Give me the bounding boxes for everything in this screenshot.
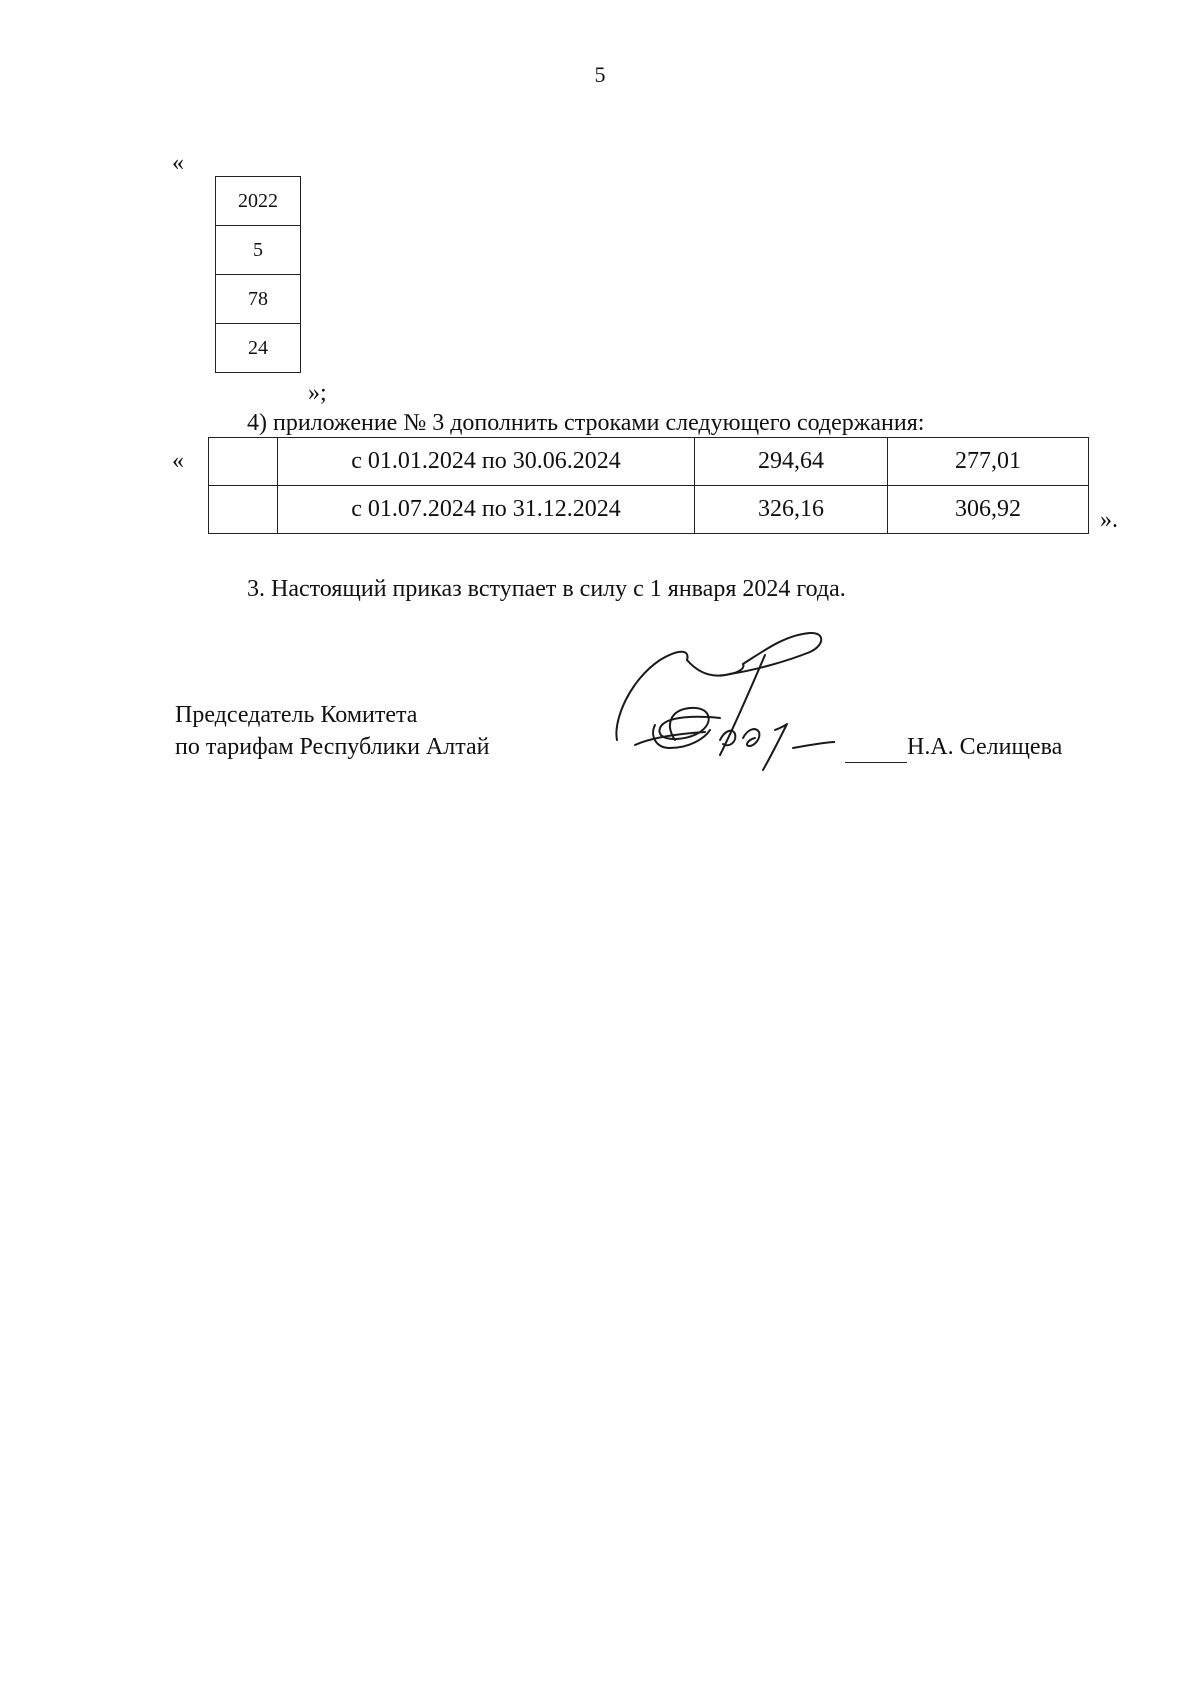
table-cell-period: с 01.07.2024 по 31.12.2024: [278, 486, 695, 534]
table-row: [216, 177, 301, 226]
table-cell: 24: [216, 324, 301, 373]
table-cell-blank: [209, 486, 278, 534]
table-cell: 5: [216, 226, 301, 275]
numbers-column-table: [215, 176, 301, 373]
rates-table: [208, 437, 1089, 534]
opening-quote-2: «: [172, 448, 184, 474]
signatory-position-line-2: по тарифам Республики Алтай: [175, 734, 490, 760]
closing-quote-1: »;: [308, 380, 327, 406]
table-row: [216, 275, 301, 324]
table-row: [209, 486, 1089, 534]
page-number: 5: [594, 62, 606, 87]
closing-quote-2: ».: [1100, 507, 1118, 533]
handwritten-signature: [615, 630, 835, 795]
clause-3-text: 3. Настоящий приказ вступает в силу с 1 января 2024 года.: [247, 576, 846, 602]
signature-line: [845, 762, 907, 763]
table-row: [216, 324, 301, 373]
signatory-position-line-1: Председатель Комитета: [175, 702, 418, 728]
table-cell-value-2: 277,01: [888, 438, 1089, 486]
table-cell: 78: [216, 275, 301, 324]
table-cell-value-2: 306,92: [888, 486, 1089, 534]
table-cell-value-1: 326,16: [695, 486, 888, 534]
table-cell-value-1: 294,64: [695, 438, 888, 486]
opening-quote-1: «: [172, 150, 184, 176]
table-cell-period: с 01.01.2024 по 30.06.2024: [278, 438, 695, 486]
item-4-text: 4) приложение № 3 дополнить строками следующего содержания:: [247, 410, 925, 436]
table-cell: 2022: [216, 177, 301, 226]
signatory-name: Н.А. Селищева: [907, 734, 1063, 760]
table-row: [209, 438, 1089, 486]
table-row: [216, 226, 301, 275]
table-cell-blank: [209, 438, 278, 486]
